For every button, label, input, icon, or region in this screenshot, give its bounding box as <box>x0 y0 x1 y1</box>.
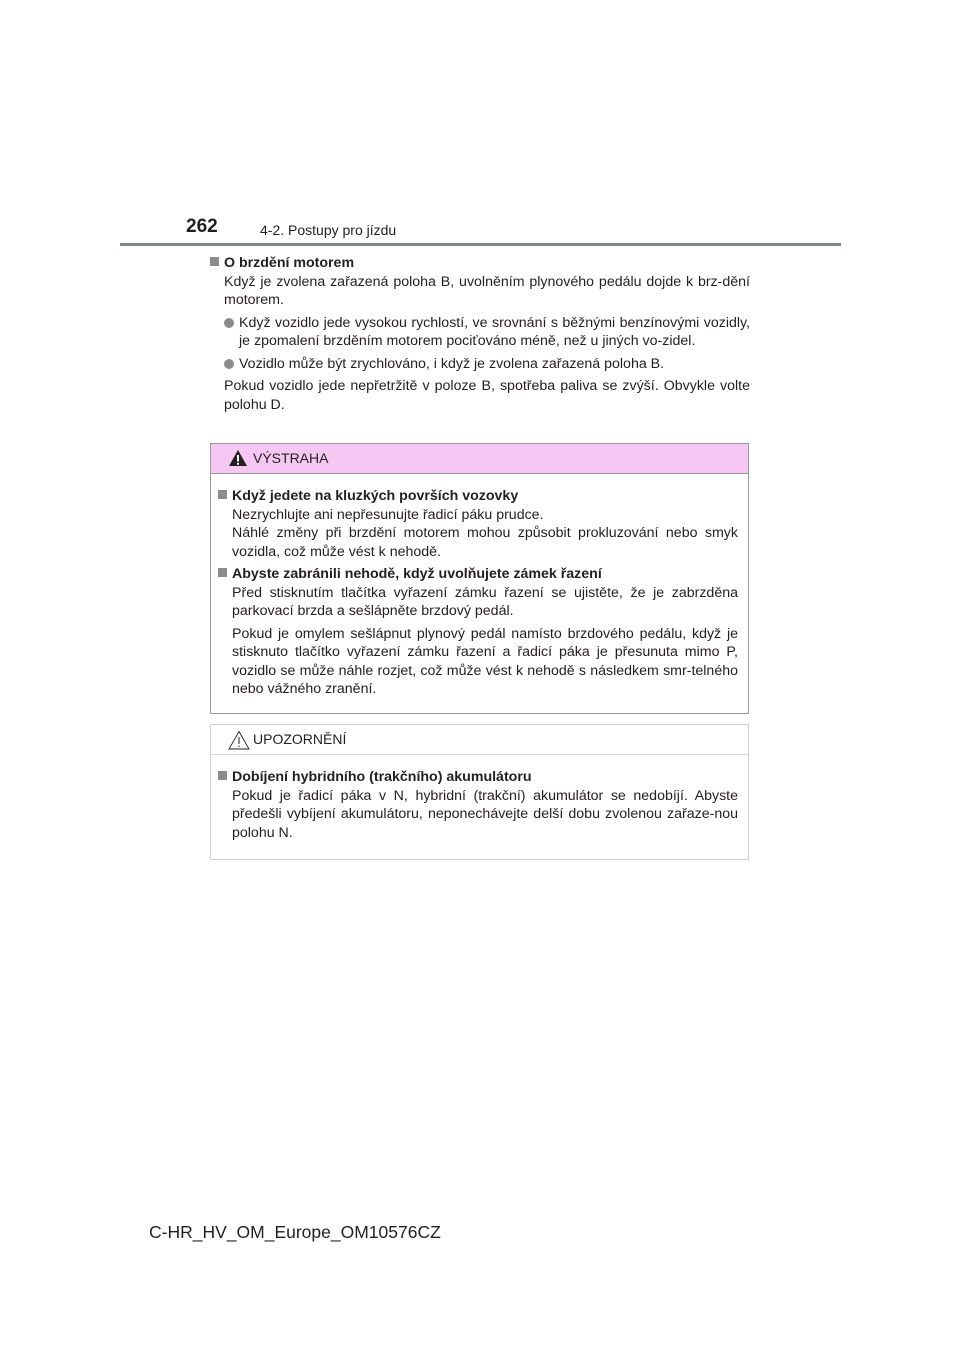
caution-label: UPOZORNĚNÍ <box>253 731 347 747</box>
warning-label: VÝSTRAHA <box>253 450 329 466</box>
warning-body <box>211 474 748 699</box>
square-bullet-icon <box>218 490 227 499</box>
header-rule <box>120 243 841 246</box>
main-outro: Pokud vozidlo jede nepřetržitě v poloze B, spotřeba paliva se zvýší. Obvykle volte polohu D. <box>224 378 750 413</box>
square-bullet-icon <box>218 568 227 577</box>
caution-header <box>211 725 748 755</box>
warning-section-heading-text: Když jedete na kluzkých površích vozovky <box>232 488 519 504</box>
warning-paragraph: Před stisknutím tlačítka vyřazení zámku řazení se ujistěte, že je zabrzděna parkovací brzda a sešlápněte brzdový pedál. <box>232 584 738 619</box>
warning-section-heading <box>218 565 738 584</box>
caution-heading-text: Dobíjení hybridního (trakčního) akumulátoru <box>232 769 532 785</box>
page-number: 262 <box>186 216 218 237</box>
main-content <box>210 254 750 414</box>
warning-triangle-icon <box>228 449 248 467</box>
list-item <box>210 314 750 351</box>
caution-heading <box>218 768 738 787</box>
round-bullet-icon <box>224 318 234 328</box>
bullet-text: Vozidlo může být zrychlováno, i když je zvolena zařazená poloha B. <box>239 355 665 372</box>
main-intro: Když je zvolena zařazená poloha B, uvolněním plynového pedálu dojde k brz-dění motorem. <box>224 273 750 308</box>
document-code: C-HR_HV_OM_Europe_OM10576CZ <box>149 1222 441 1242</box>
caution-body <box>211 755 748 842</box>
list-item <box>210 355 750 374</box>
bullet-text: Když vozidlo jede vysokou rychlostí, ve srovnání s běžnými benzínovými vozidly, je zpomalení brzděním motorem pociťováno méně, než u jiných vo-zidel. <box>239 314 750 349</box>
main-heading-text: O brzdění motorem <box>224 255 355 271</box>
square-bullet-icon <box>218 771 227 780</box>
caution-triangle-icon <box>228 730 250 750</box>
warning-section-heading-text: Abyste zabránili nehodě, když uvolňujete zámek řazení <box>232 566 602 582</box>
main-heading <box>210 254 750 273</box>
round-bullet-icon <box>224 359 234 369</box>
caution-box <box>210 724 749 860</box>
section-title: 4-2. Postupy pro jízdu <box>260 222 397 238</box>
warning-paragraph: Nezrychlujte ani nepřesunujte řadicí páku prudce. <box>232 506 544 523</box>
square-bullet-icon <box>210 257 219 266</box>
warning-paragraph: Pokud je omylem sešlápnut plynový pedál namísto brzdového pedálu, když je stisknuto tlačítko vyřazení zámku řazení a řadicí páka je přesunuta mimo P, vozidlo se může náhle rozjet, což může vést k nehodě s následkem smr-telného nebo vážného zranění. <box>232 625 738 697</box>
warning-header <box>211 444 748 474</box>
warning-box <box>210 443 749 714</box>
warning-section-heading <box>218 487 738 506</box>
caution-text: Pokud je řadicí páka v N, hybridní (trakční) akumulátor se nedobíjí. Abyste předešli vybíjení akumulátoru, neponechávejte delší dobu zvolenou zařaze-nou polohu N. <box>232 787 738 841</box>
warning-paragraph: Náhlé změny při brzdění motorem mohou způsobit prokluzování nebo smyk vozidla, což může vést k nehodě. <box>232 525 738 560</box>
